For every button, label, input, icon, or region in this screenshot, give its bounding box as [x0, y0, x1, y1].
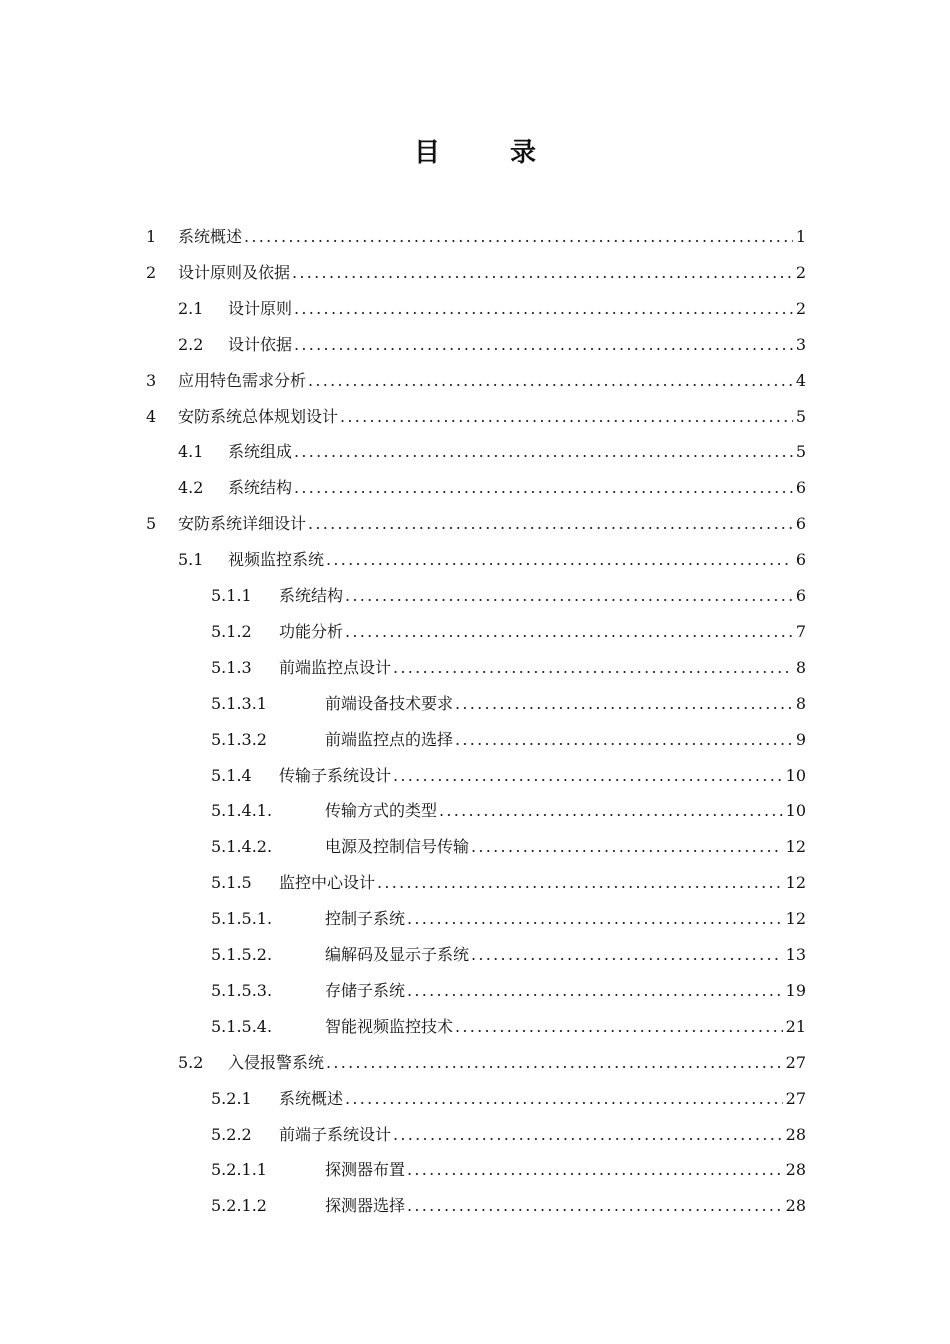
toc-entry-title: 编解码及显示子系统 [325, 945, 470, 964]
toc-entry[interactable] [178, 1046, 806, 1080]
toc-entry-page: 6 [795, 514, 806, 534]
toc-dot-leader [439, 794, 783, 828]
toc-entry[interactable] [211, 615, 806, 649]
toc-dot-leader [407, 1153, 783, 1187]
toc-dot-leader [345, 579, 793, 613]
toc-entry[interactable] [178, 292, 806, 326]
toc-entry-page: 19 [785, 980, 806, 1000]
toc-entry-title: 前端监控点设计 [279, 657, 392, 677]
toc-entry[interactable] [211, 723, 806, 757]
toc-dot-leader [377, 866, 783, 900]
toc-entry-title: 入侵报警系统 [228, 1052, 325, 1072]
toc-entry-number: 5.1.5 [211, 873, 252, 893]
toc-entry[interactable] [211, 794, 806, 828]
toc-entry-number: 3 [146, 370, 157, 390]
toc-entry-title: 监控中心设计 [279, 873, 376, 893]
toc-entry-number: 5.1.3 [211, 657, 252, 677]
toc-entry-page: 1 [795, 227, 806, 246]
toc-entry-number: 4 [146, 406, 157, 426]
toc-entry-number: 2.1 [178, 298, 204, 318]
toc-entry-title: 功能分析 [279, 621, 344, 641]
toc-entry-page: 12 [785, 909, 806, 929]
toc-entry[interactable] [211, 1010, 806, 1044]
toc-dot-leader [326, 1046, 783, 1080]
toc-entry-number: 5.1.3.1 [211, 693, 267, 713]
toc-entry-title: 系统概述 [178, 227, 243, 246]
toc-entry-title: 系统概述 [279, 1088, 344, 1108]
toc-entry-number: 5.1.4 [211, 765, 252, 785]
toc-dot-leader [455, 723, 793, 757]
toc-entry[interactable] [211, 830, 806, 864]
toc-entry-number: 5.1.5.4. [211, 1016, 273, 1036]
toc-entry-number: 5.1.4.1. [211, 801, 273, 821]
toc-entry-number: 4.2 [178, 478, 204, 498]
toc-dot-leader [244, 220, 793, 254]
toc-dot-leader [471, 938, 783, 972]
toc-entry-page: 12 [785, 873, 806, 893]
toc-entry[interactable] [178, 543, 806, 577]
toc-entry-number: 2.2 [178, 334, 204, 354]
toc-entry-page: 27 [785, 1052, 806, 1072]
toc-entry-page: 5 [795, 442, 806, 462]
toc-entry[interactable] [178, 328, 806, 362]
toc-entry-title: 设计原则 [228, 298, 293, 318]
toc-entry[interactable] [146, 256, 806, 290]
toc-entry-page: 13 [785, 945, 806, 964]
toc-dot-leader [345, 1082, 783, 1116]
toc-dot-leader [326, 543, 793, 577]
toc-dot-leader [407, 902, 783, 936]
toc-entry-number: 5.2.1 [211, 1088, 252, 1108]
toc-dot-leader [471, 830, 783, 864]
toc-entry-title: 传输方式的类型 [325, 801, 438, 821]
toc-entry[interactable] [211, 866, 806, 900]
toc-entry-title: 系统结构 [279, 586, 344, 605]
toc-entry[interactable] [211, 759, 806, 793]
toc-entry-page: 9 [795, 729, 806, 749]
toc-entry-number: 5.1 [178, 550, 204, 570]
toc-dot-leader [393, 1118, 783, 1152]
toc-entry[interactable] [211, 974, 806, 1008]
toc-entry[interactable] [211, 687, 806, 721]
toc-entry-number: 1 [146, 227, 157, 246]
toc-dot-leader [308, 364, 793, 398]
toc-dot-leader [455, 687, 793, 721]
toc-dot-leader [308, 507, 793, 541]
toc-entry-title: 前端子系统设计 [279, 1124, 392, 1144]
toc-entry[interactable] [211, 902, 806, 936]
toc-dot-leader [455, 1010, 783, 1044]
toc-entry-title: 智能视频监控技术 [325, 1016, 454, 1036]
toc-dot-leader [393, 651, 793, 685]
toc-entry-number: 5.1.5.2. [211, 945, 273, 964]
toc-entry-title: 视频监控系统 [228, 550, 325, 570]
toc-entry-title: 电源及控制信号传输 [325, 837, 470, 857]
toc-entry-number: 5.1.5.1. [211, 909, 273, 929]
toc-entry-number: 5.1.1 [211, 586, 252, 605]
toc-entry-number: 4.1 [178, 442, 204, 462]
toc-entry-page: 12 [785, 837, 806, 857]
toc-entry-number: 2 [146, 262, 157, 282]
toc-entry-page: 27 [785, 1088, 806, 1108]
toc-entry-page: 5 [795, 406, 806, 426]
toc-entry-number: 5.1.2 [211, 621, 252, 641]
toc-entry-page: 10 [785, 801, 806, 821]
toc-entry-title: 应用特色需求分析 [178, 370, 307, 390]
toc-entry-page: 6 [795, 550, 806, 570]
toc-entry-page: 6 [795, 586, 806, 605]
toc-dot-leader [294, 292, 793, 326]
toc-dot-leader [407, 1189, 783, 1223]
toc-entry[interactable] [178, 471, 806, 505]
toc-entry[interactable] [146, 400, 806, 434]
toc-entry-title: 存储子系统 [325, 980, 406, 1000]
toc-entry-title: 设计依据 [228, 334, 293, 354]
toc-dot-leader [407, 974, 783, 1008]
toc-entry[interactable] [211, 1082, 806, 1116]
toc-entry-title: 探测器布置 [325, 1160, 406, 1180]
toc-entry[interactable] [211, 1118, 806, 1152]
toc-entry-page: 28 [785, 1196, 806, 1216]
toc-entry-title: 控制子系统 [325, 909, 406, 929]
toc-entry-number: 5.2.1.2 [211, 1196, 267, 1216]
toc-entry-page: 3 [795, 334, 806, 354]
toc-entry[interactable] [146, 364, 806, 398]
toc-dot-leader [345, 615, 793, 649]
toc-entry-page: 28 [785, 1160, 806, 1180]
toc-entry[interactable] [211, 651, 806, 685]
toc-dot-leader [292, 256, 793, 290]
toc-entry-title: 安防系统总体规划设计 [178, 406, 339, 426]
toc-entry[interactable] [211, 1153, 806, 1187]
toc-entry-title: 设计原则及依据 [178, 262, 291, 282]
toc-entry[interactable] [211, 1189, 806, 1223]
toc-entry-page: 28 [785, 1124, 806, 1144]
toc-entry-title: 系统组成 [228, 442, 293, 462]
toc-dot-leader [294, 471, 793, 505]
toc-entry-page: 8 [795, 693, 806, 713]
toc-entry-number: 5.1.5.3. [211, 980, 273, 1000]
toc-entry[interactable] [146, 220, 806, 254]
toc-dot-leader [393, 759, 783, 793]
toc-entry-title: 传输子系统设计 [279, 765, 392, 785]
toc-entry-title: 系统结构 [228, 478, 293, 498]
toc-entry-page: 2 [795, 298, 806, 318]
toc-entry[interactable] [211, 938, 806, 972]
toc-entry-page: 4 [795, 370, 806, 390]
toc-entry-page: 10 [785, 765, 806, 785]
toc-entry[interactable] [211, 579, 806, 613]
toc-entry-title: 前端监控点的选择 [325, 729, 454, 749]
page-title: 目 录 [413, 138, 558, 168]
toc-entry-number: 5.2 [178, 1052, 204, 1072]
toc-entry-page: 8 [795, 657, 806, 677]
toc-dot-leader [340, 400, 793, 434]
toc-dot-leader [294, 328, 793, 362]
toc-entry-title: 探测器选择 [325, 1196, 406, 1216]
toc-entry-page: 7 [795, 621, 806, 641]
toc-entry-page: 21 [785, 1016, 806, 1036]
toc-entry-number: 5.1.3.2 [211, 729, 267, 749]
toc-entry[interactable] [146, 507, 806, 541]
toc-dot-leader [294, 435, 793, 469]
toc-entry-title: 前端设备技术要求 [325, 693, 454, 713]
toc-entry-number: 5.2.2 [211, 1124, 252, 1144]
toc-entry-page: 2 [795, 262, 806, 282]
toc-entry-number: 5.1.4.2. [211, 837, 273, 857]
toc-entry-title: 安防系统详细设计 [178, 514, 307, 534]
toc-entry-number: 5 [146, 514, 157, 534]
toc-entry-page: 6 [795, 478, 806, 498]
toc-entry-number: 5.2.1.1 [211, 1160, 267, 1180]
toc-entry[interactable] [178, 435, 806, 469]
